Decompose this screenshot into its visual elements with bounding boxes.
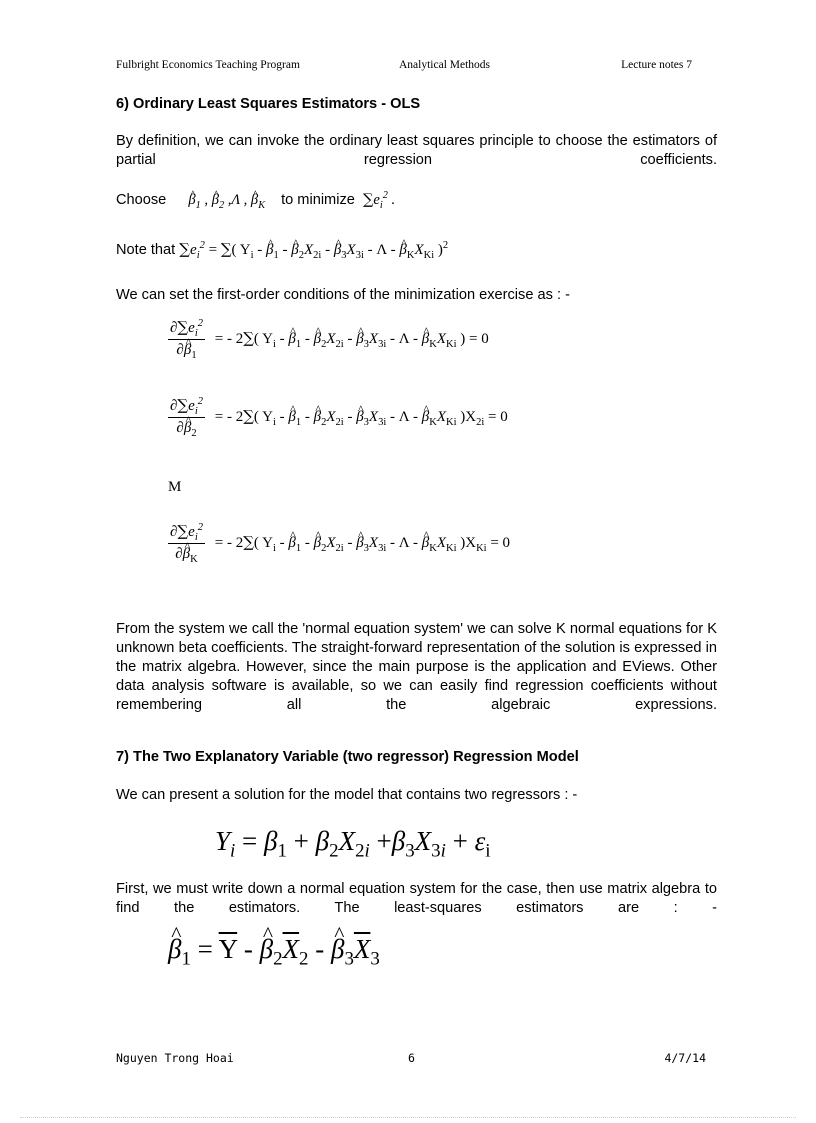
beta-list-formula: ^ $\beta_1$ , ^ $\beta_2$ ,Λ , ^ $\beta_K$	[188, 192, 265, 208]
header-course: Analytical Methods	[399, 59, 491, 71]
header-lecture: Lecture notes 7	[621, 59, 692, 71]
normal-equation-paragraph: From the system we call the 'normal equation system' we can solve K normal equations for K unknown beta coefficients. The straight-forward representation of the solution is expressed in the matrix algebra. However, since the main purpose is the application and EViews. Other data analysis software is available, so we can easily find regression coefficients without remembering all the algebraic expressions.	[116, 621, 717, 713]
section-6-title: 6) Ordinary Least Squares Estimators - OLS	[116, 96, 421, 112]
footer-date: 4/7/14	[664, 1051, 706, 1065]
note-prefix: Note that	[116, 242, 176, 258]
regression-model-formula: $Y_i = \beta_1 + \beta_2X_{2i} +\beta_3X_{3i} + \varepsilon_i$	[215, 826, 491, 862]
vertical-ellipsis: M	[168, 479, 182, 495]
beta1-estimator-formula: ^ $\beta_1 = \overline{Y}$ - ^ $\beta_2\overline{X}_2$ - ^ $\beta_3\overline{X}_3$	[168, 934, 380, 965]
choose-prefix: Choose	[116, 192, 167, 208]
rss-formula: $\sum e_i^2$ = ∑( $Y_i$ - ^ $\beta_1$ - ^ $\beta_2X_{2i}$ - ^ $\beta_3X_{3i}$ - Λ - ^ $\beta_KX_{Ki}$ )$^2$	[179, 242, 448, 258]
two-regressor-intro: We can present a solution for the model that contains two regressors : -	[116, 787, 578, 803]
conditions-text: We can set the first-order conditions of the minimization exercise as : -	[116, 287, 570, 303]
note-line	[116, 240, 717, 264]
footer-page-number: 6	[408, 1051, 415, 1065]
page-header	[116, 59, 692, 75]
estimators-paragraph: First, we must write down a normal equation system for the case, then use matrix algebra to find the estimators. The least-squares estimators are : -	[116, 881, 717, 916]
footer-author: Nguyen Trong Hoai	[116, 1051, 234, 1065]
choose-suffix: to minimize	[281, 192, 355, 208]
page-footer	[116, 1051, 706, 1067]
foc-equation-1: $\frac{\partial\sum e_i^2}{\partial\^{} \beta_1}$ = - 2∑( $Y_i$ - ^ $\beta_1$ - ^ $\beta_2X_{2i}$ - ^ $\beta_3X_{3i}$ - Λ - ^ $\beta_KX_{Ki}$ ) = 0	[168, 318, 489, 378]
header-program: Fulbright Economics Teaching Program	[116, 59, 300, 71]
section-7-title: 7) The Two Explanatory Variable (two regressor) Regression Model	[116, 749, 579, 765]
sum-residuals-formula: $\sum e_i^2$ .	[362, 190, 396, 211]
page-bottom-divider	[20, 1117, 796, 1118]
foc-equation-k: $\frac{\partial\sum e_i^2}{\partial\^{} \beta_K}$ = - 2∑( $Y_i$ - ^ $\beta_1$ - ^ $\beta_2X_{2i}$ - ^ $\beta_3X_{3i}$ - Λ - ^ $\beta_KX_{Ki}$ )$X_{Ki} = 0$	[168, 522, 510, 582]
choose-line	[116, 190, 717, 214]
foc-equation-2: $\frac{\partial\sum e_i^2}{\partial\^{} \beta_2}$ = - 2∑( $Y_i$ - ^ $\beta_1$ - ^ $\beta_2X_{2i}$ - ^ $\beta_3X_{3i}$ - Λ - ^ $\beta_KX_{Ki}$ )$X_{2i} = 0$	[168, 396, 508, 456]
ols-definition-paragraph: By definition, we can invoke the ordinary least squares principle to choose the estimators of partial regression coefficients.	[116, 133, 717, 168]
